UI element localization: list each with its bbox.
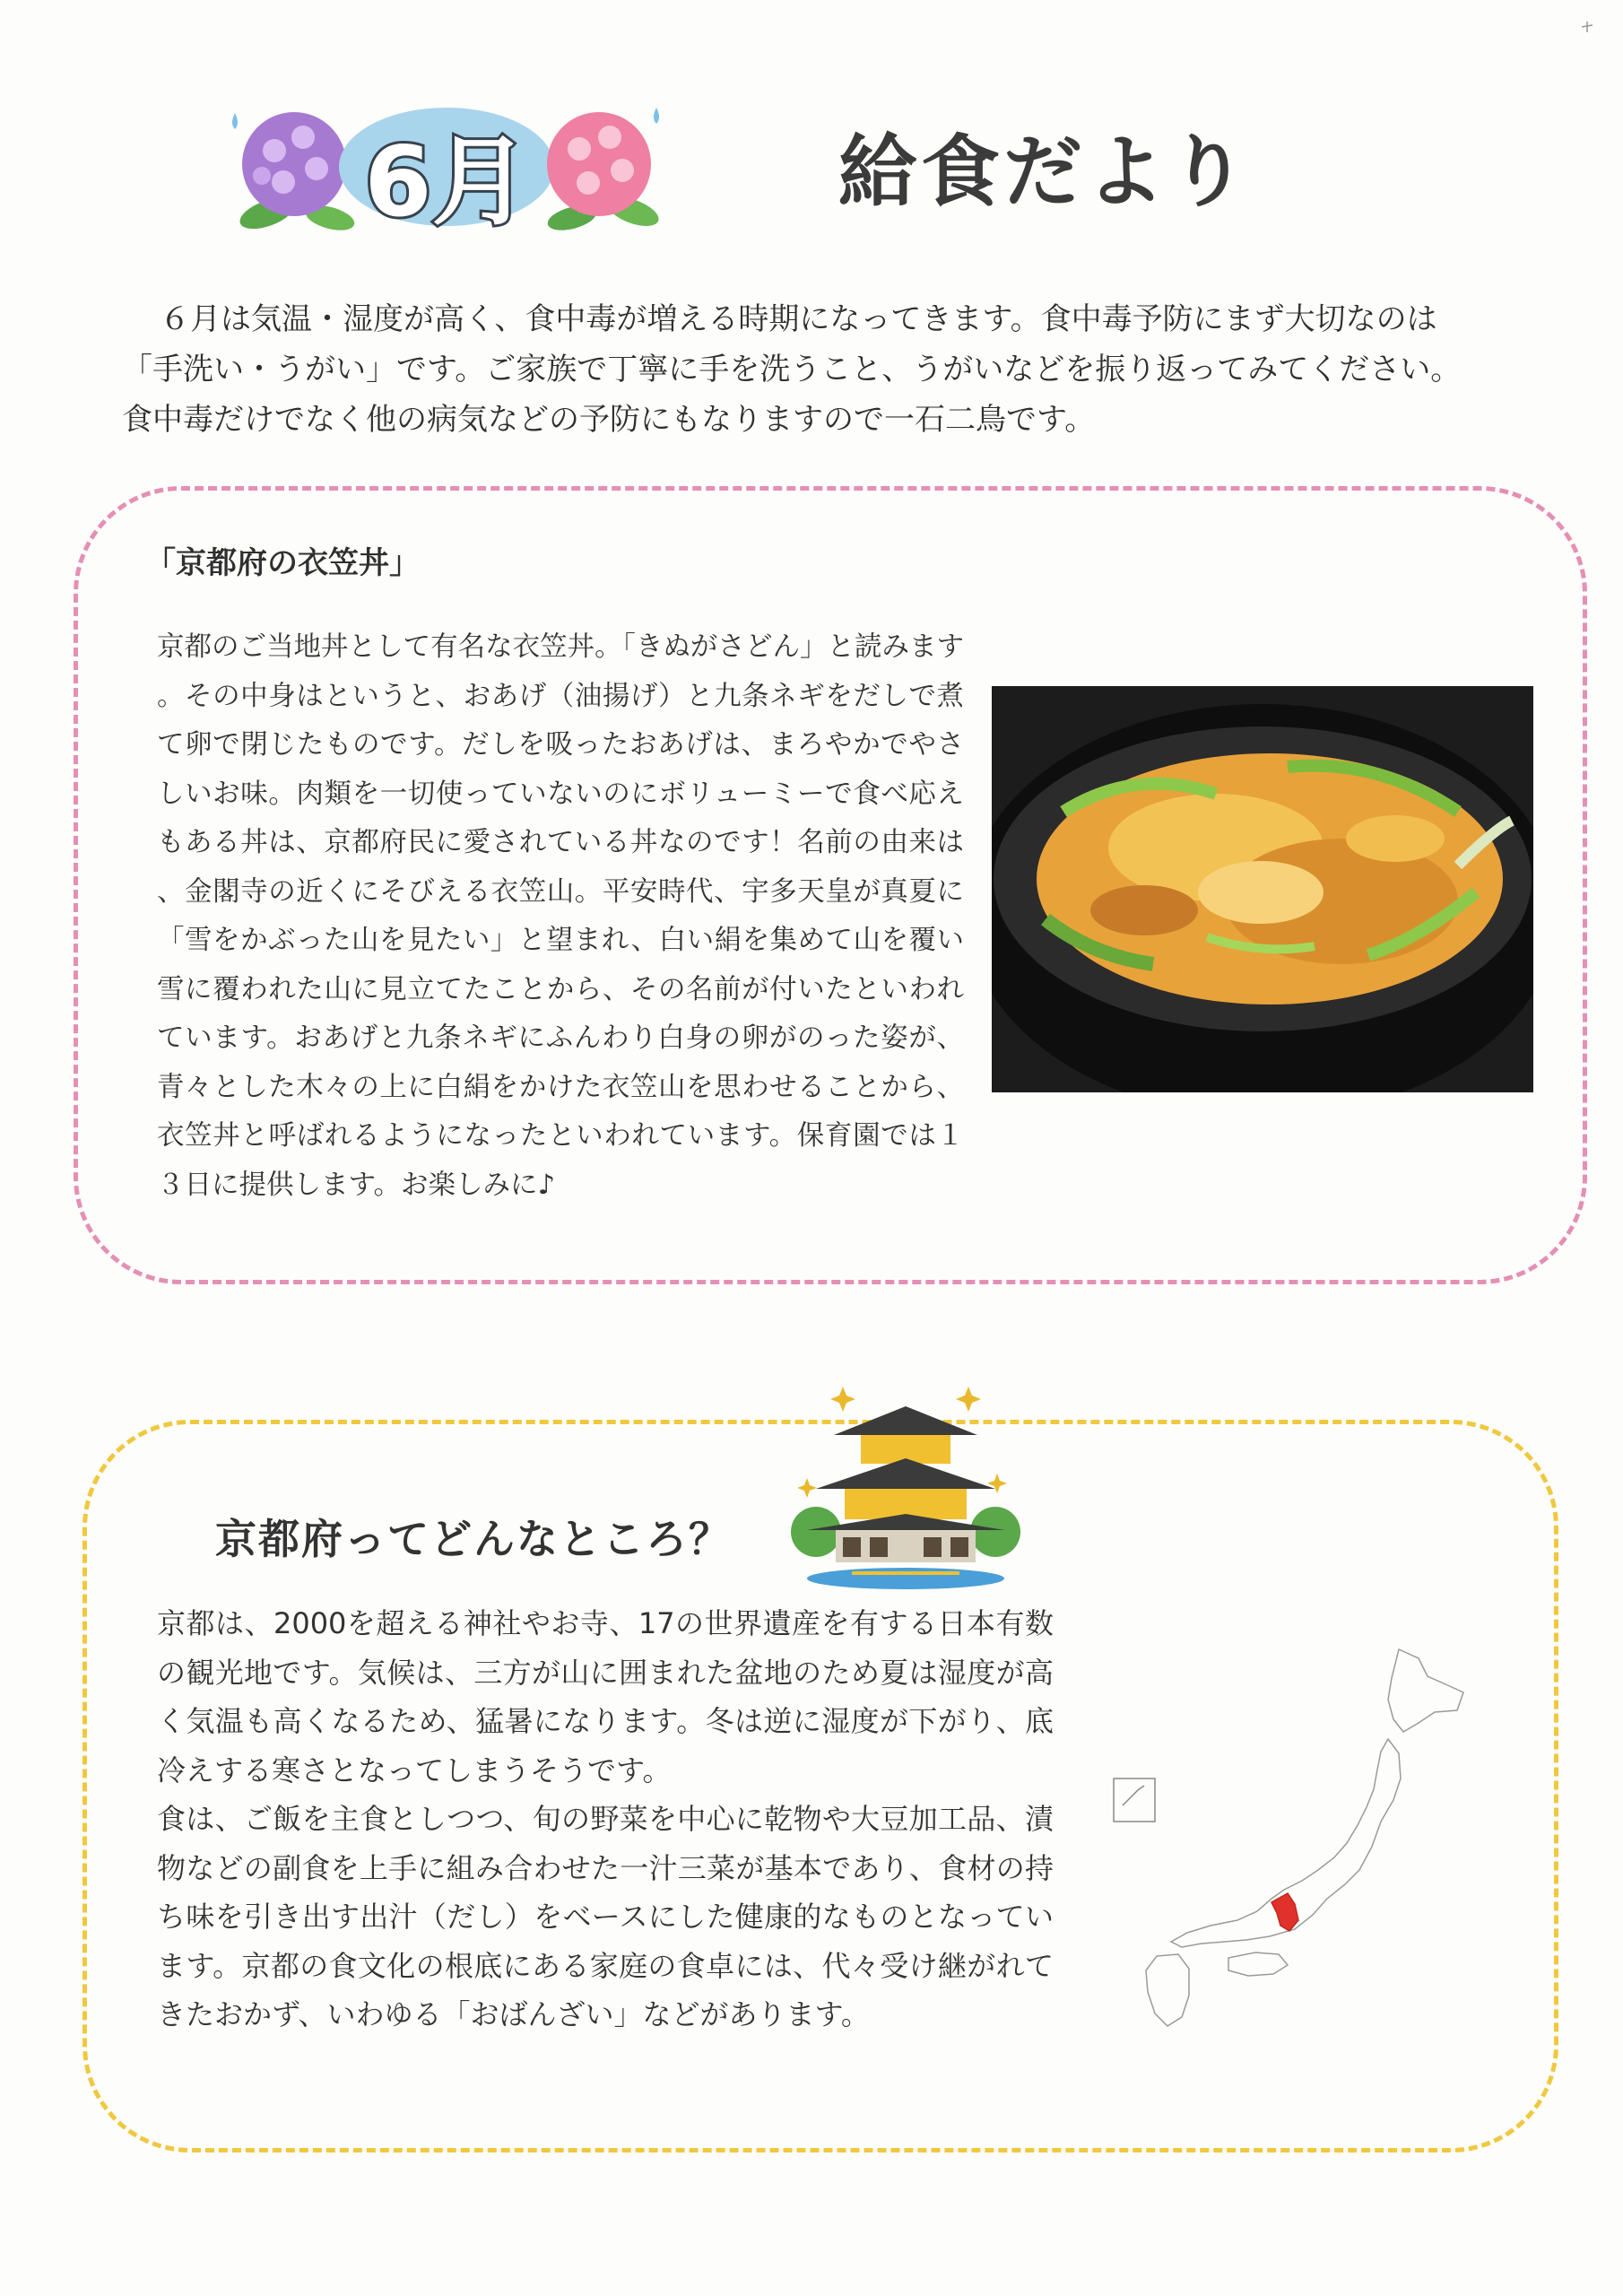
page-title: 給食だより: [838, 126, 1252, 218]
kyoto-body: [157, 1599, 1054, 2039]
kyoto-paragraph: 京都は、2000を超える神社やお寺、17の世界遺産を有する日本有数の観光地です。気候は、三方が山に囲まれた盆地のため夏は湿度が高く気温も高くなるため、猛暑になります。冬は逆に湿度が下がり、底冷えする寒さとなってしまうそうです。: [157, 1606, 1054, 1787]
intro-line: 食中毒だけでなく他の病気などの予防にもなりますので一石二鳥です。: [122, 402, 1096, 438]
kinugasa-don-photo: [992, 686, 1533, 1092]
kinugasa-body: 京都のご当地丼として有名な衣笠丼。「きぬがさどん」と読みます。その中身はというと、おあげ（油揚げ）と九条ネギをだしで煮て卵で閉じたものです。だしを吸ったおあげは、まろやかでやさしいお味。肉類を一切使っていないのにボリューミーで食べ応えもある丼は、京都府民に愛されている丼なのです！名前の由来は、金閣寺の近くにそびえる衣笠山。平安時代、宇多天皇が真夏に「雪をかぶった山を見たい」と望まれ、白い絹を集めて山を覆い雪に覆われた山に見立てたことから、その名前が付いたといわれています。おあげと九条ネギにふんわり白身の卵がのった姿が、青々とした木々の上に白絹をかけた衣笠山を思わせることから、衣笠丼と呼ばれるようになったといわれています。保育園では１３日に提供します。お楽しみに♪: [157, 631, 964, 1201]
kyoto-paragraph: 食は、ご飯を主食としつつ、旬の野菜を中心に乾物や大豆加工品、漬物などの副食を上手に組み合わせた一汁三菜が基本であり、食材の持ち味を引き出す出汁（だし）をベースにした健康的なものとなっています。京都の食文化の根底にある家庭の食卓には、代々受け継がれてきたおかず、いわゆる「おばんざい」などがあります。: [157, 1802, 1054, 2031]
month-badge: [231, 97, 662, 239]
scan-corner-mark: [1580, 20, 1594, 34]
intro-line: ６月は気温・湿度が高く、食中毒が増える時期になってきます。食中毒予防にまず大切なのは: [160, 301, 1437, 337]
kinugasa-heading: 「京都府の衣笠丼」: [145, 545, 420, 581]
intro-line: 「手洗い・うがい」です。ご家族で丁寧に手を洗うこと、うがいなどを振り返ってみてください。: [122, 352, 1462, 387]
kinkakuji-icon: [789, 1379, 1022, 1595]
intro-text: [122, 294, 1487, 445]
kyoto-heading: 京都府ってどんなところ？: [215, 1515, 732, 1563]
japan-map-kyoto-highlight: [1103, 1646, 1497, 2049]
month-label: 6月: [364, 126, 529, 239]
